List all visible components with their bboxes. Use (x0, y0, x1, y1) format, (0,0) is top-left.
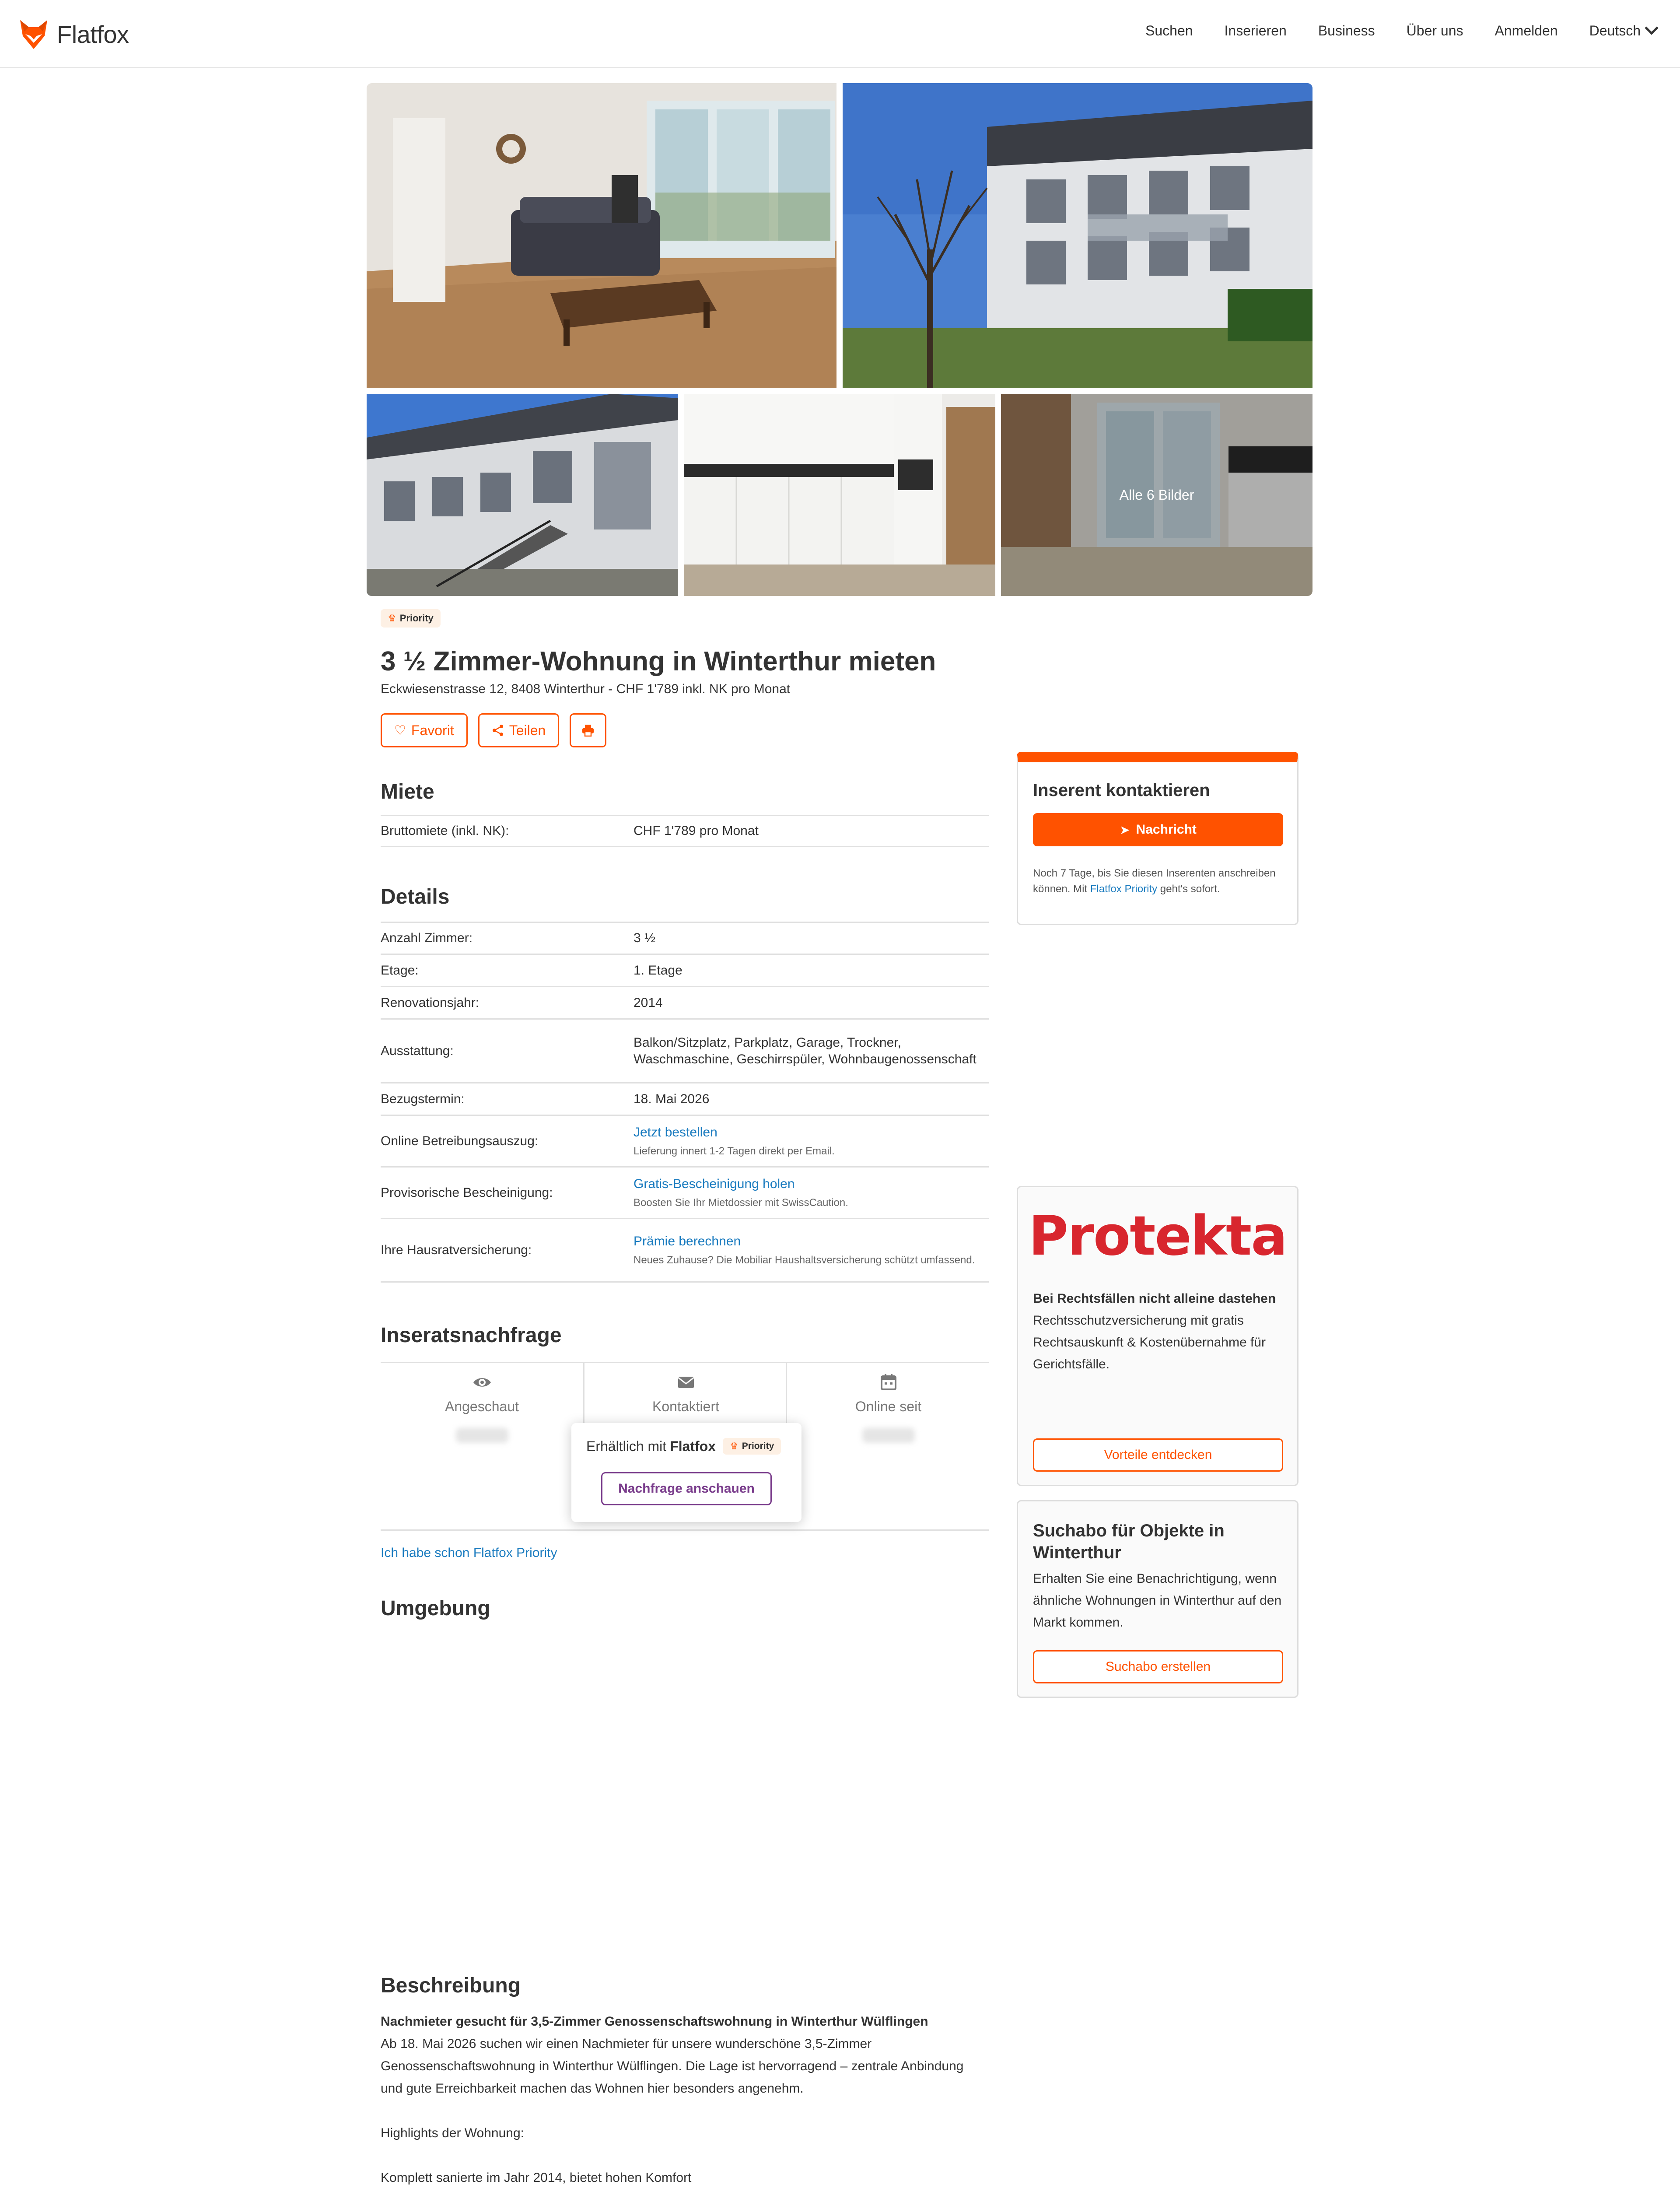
discover-benefits-button[interactable]: Vorteile entdecken (1033, 1438, 1283, 1472)
popup-priority-badge (723, 1438, 781, 1455)
row-key: Anzahl Zimmer: (381, 931, 473, 945)
fox-icon (19, 18, 48, 50)
listing-subtitle: Eckwiesenstrasse 12, 8408 Winterthur - CHF 1'789 inkl. NK pro Monat (381, 682, 791, 696)
calculate-premium-link[interactable]: Prämie berechnen (634, 1234, 741, 1248)
row-key: Provisorische Bescheinigung: (381, 1185, 553, 1200)
row-value: 3 ½ (634, 931, 656, 945)
stat-label: Kontaktiert (652, 1399, 719, 1414)
protekta-text (1033, 1288, 1287, 1375)
table-row (381, 815, 989, 847)
stat-viewed (381, 1362, 583, 1476)
crown-icon: ♛ (730, 1441, 738, 1452)
row-value: 2014 (634, 995, 663, 1010)
message-button[interactable] (1033, 813, 1283, 846)
favorite-button[interactable] (381, 713, 468, 747)
blurred-value (456, 1428, 508, 1443)
protekta-bold: Bei Rechtsfällen nicht alleine dastehen (1033, 1291, 1276, 1306)
table-row (381, 1166, 989, 1218)
all-photos-button[interactable]: Alle 6 Bilder (1001, 394, 1312, 596)
popup-text: Erhältlich mit (586, 1438, 667, 1454)
table-row (381, 1218, 989, 1283)
chevron-down-icon (1645, 21, 1658, 35)
demand-heading: Inseratsnachfrage (381, 1324, 562, 1347)
search-subscription-card (1017, 1500, 1298, 1698)
site-header (0, 0, 1680, 68)
send-icon: ➤ (1120, 823, 1130, 837)
table-row (381, 1082, 989, 1115)
favorite-label: Favorit (411, 722, 454, 738)
row-key: Ausstattung: (381, 1043, 454, 1058)
photo-living-room[interactable] (367, 83, 836, 388)
crown-icon: ♛ (388, 613, 396, 624)
description-text (381, 2010, 989, 2188)
row-key: Online Betreibungsauszug: (381, 1133, 539, 1148)
table-row (381, 1115, 989, 1166)
suchabo-text: Erhalten Sie eine Benachrichtigung, wenn ähnliche Wohnungen in Winterthur auf den Markt kommen. (1033, 1571, 1282, 1630)
brand-name: Flatfox (57, 20, 129, 48)
environment-heading: Umgebung (381, 1597, 490, 1620)
protekta-logo: Protekta (1028, 1205, 1287, 1268)
description-intro: Ab 18. Mai 2026 suchen wir einen Nachmieter für unsere wunderschöne 3,5-Zimmer Genossenschaftswohnung in Winterthur Wülflingen. Die Lage ist hervorragend – zentrale Anbindung und gute Erreichbarkeit machen das Wohnen hier besonders angenehm. (381, 2037, 964, 2096)
row-key: Ihre Hausratversicherung: (381, 1243, 532, 1257)
row-note: Boosten Sie Ihr Mietdossier mit SwissCaution. (634, 1196, 848, 1209)
nav-business[interactable]: Business (1318, 23, 1375, 39)
share-button[interactable] (478, 713, 560, 747)
heart-icon: ♡ (394, 723, 406, 738)
row-value: Balkon/Sitzplatz, Parkplatz, Garage, Trockner, Waschmaschine, Geschirrspüler, Wohnbaugenossenschaft (634, 1035, 976, 1066)
highlight-item: Komplett sanierte im Jahr 2014, bietet hohen Komfort (381, 2170, 692, 2185)
row-note: Neues Zuhause? Die Mobiliar Haushaltsversicherung schützt umfassend. (634, 1254, 975, 1266)
message-button-label: Nachricht (1136, 822, 1197, 837)
contact-card (1017, 752, 1298, 925)
language-label: Deutsch (1589, 23, 1641, 39)
print-button[interactable] (570, 713, 606, 747)
calendar-icon (878, 1372, 899, 1392)
envelope-icon (676, 1372, 696, 1392)
stat-online-since (787, 1362, 990, 1476)
priority-badge (381, 609, 441, 628)
row-value: CHF 1'789 pro Monat (634, 824, 759, 838)
row-value: 18. Mai 2026 (634, 1091, 710, 1106)
print-icon (581, 724, 595, 737)
contact-note-pre: Noch 7 Tage, bis Sie diesen Inserenten anschreiben können. Mit (1033, 867, 1276, 895)
language-dropdown[interactable] (1589, 23, 1656, 39)
details-heading: Details (381, 885, 450, 908)
miete-table (381, 815, 989, 847)
stat-label: Online seit (855, 1399, 922, 1414)
priority-popup (571, 1423, 802, 1522)
contact-note-post: geht's sofort. (1160, 883, 1220, 895)
miete-heading: Miete (381, 780, 434, 803)
photo-building-exterior[interactable] (843, 83, 1312, 388)
create-subscription-button[interactable]: Suchabo erstellen (1033, 1650, 1283, 1683)
highlights-title: Highlights der Wohnung: (381, 2126, 524, 2140)
view-demand-button[interactable]: Nachfrage anschauen (601, 1472, 772, 1505)
protekta-ad (1017, 1186, 1298, 1486)
row-note: Lieferung innert 1-2 Tagen direkt per Email. (634, 1145, 835, 1157)
listing-title: 3 ½ Zimmer-Wohnung in Winterthur mieten (381, 646, 936, 677)
protekta-body: Rechtsschutzversicherung mit gratis Rechtsauskunft & Kostenübernahme für Gerichtsfälle. (1033, 1313, 1266, 1371)
photo-building-stairs[interactable] (367, 394, 678, 596)
row-key: Bezugstermin: (381, 1091, 465, 1106)
nav-ueber-uns[interactable]: Über uns (1406, 23, 1463, 39)
row-key: Bruttomiete (inkl. NK): (381, 824, 509, 838)
photo-kitchen[interactable] (684, 394, 995, 596)
blurred-value (862, 1428, 915, 1443)
table-row (381, 1018, 989, 1082)
priority-badge-label: Priority (399, 613, 434, 624)
flatfox-priority-link[interactable]: Flatfox Priority (1090, 883, 1158, 895)
row-key: Renovationsjahr: (381, 995, 480, 1010)
nav-anmelden[interactable]: Anmelden (1494, 23, 1558, 39)
nav-suchen[interactable]: Suchen (1145, 23, 1193, 39)
photo-room-all-images[interactable] (1001, 394, 1312, 596)
suchabo-heading: Suchabo für Objekte in Winterthur (1033, 1521, 1225, 1562)
stat-label: Angeschaut (444, 1399, 519, 1414)
table-row (381, 986, 989, 1018)
nav-inserieren[interactable]: Inserieren (1224, 23, 1287, 39)
already-priority-link[interactable]: Ich habe schon Flatfox Priority (381, 1546, 557, 1560)
description-heading: Beschreibung (381, 1974, 521, 1997)
popup-brand: Flatfox (670, 1438, 716, 1454)
photo-gallery (367, 83, 1312, 596)
share-label: Teilen (509, 722, 546, 738)
table-row (381, 922, 989, 954)
contact-heading: Inserent kontaktieren (1033, 781, 1210, 800)
details-table (381, 922, 989, 1283)
share-icon (492, 724, 504, 736)
main-nav (1145, 23, 1656, 39)
contact-note (1033, 866, 1283, 897)
order-extract-link[interactable]: Jetzt bestellen (634, 1125, 718, 1140)
table-row (381, 954, 989, 986)
row-key: Etage: (381, 963, 419, 978)
flatfox-logo[interactable] (19, 17, 129, 52)
popup-badge-label: Priority (742, 1441, 774, 1451)
listing-actions (381, 713, 606, 747)
row-value: 1. Etage (634, 963, 682, 978)
free-certificate-link[interactable]: Gratis-Bescheinigung holen (634, 1176, 795, 1191)
description-lead: Nachmieter gesucht für 3,5-Zimmer Genossenschaftswohnung in Winterthur Wülflingen (381, 2014, 928, 2029)
eye-icon (472, 1372, 492, 1392)
